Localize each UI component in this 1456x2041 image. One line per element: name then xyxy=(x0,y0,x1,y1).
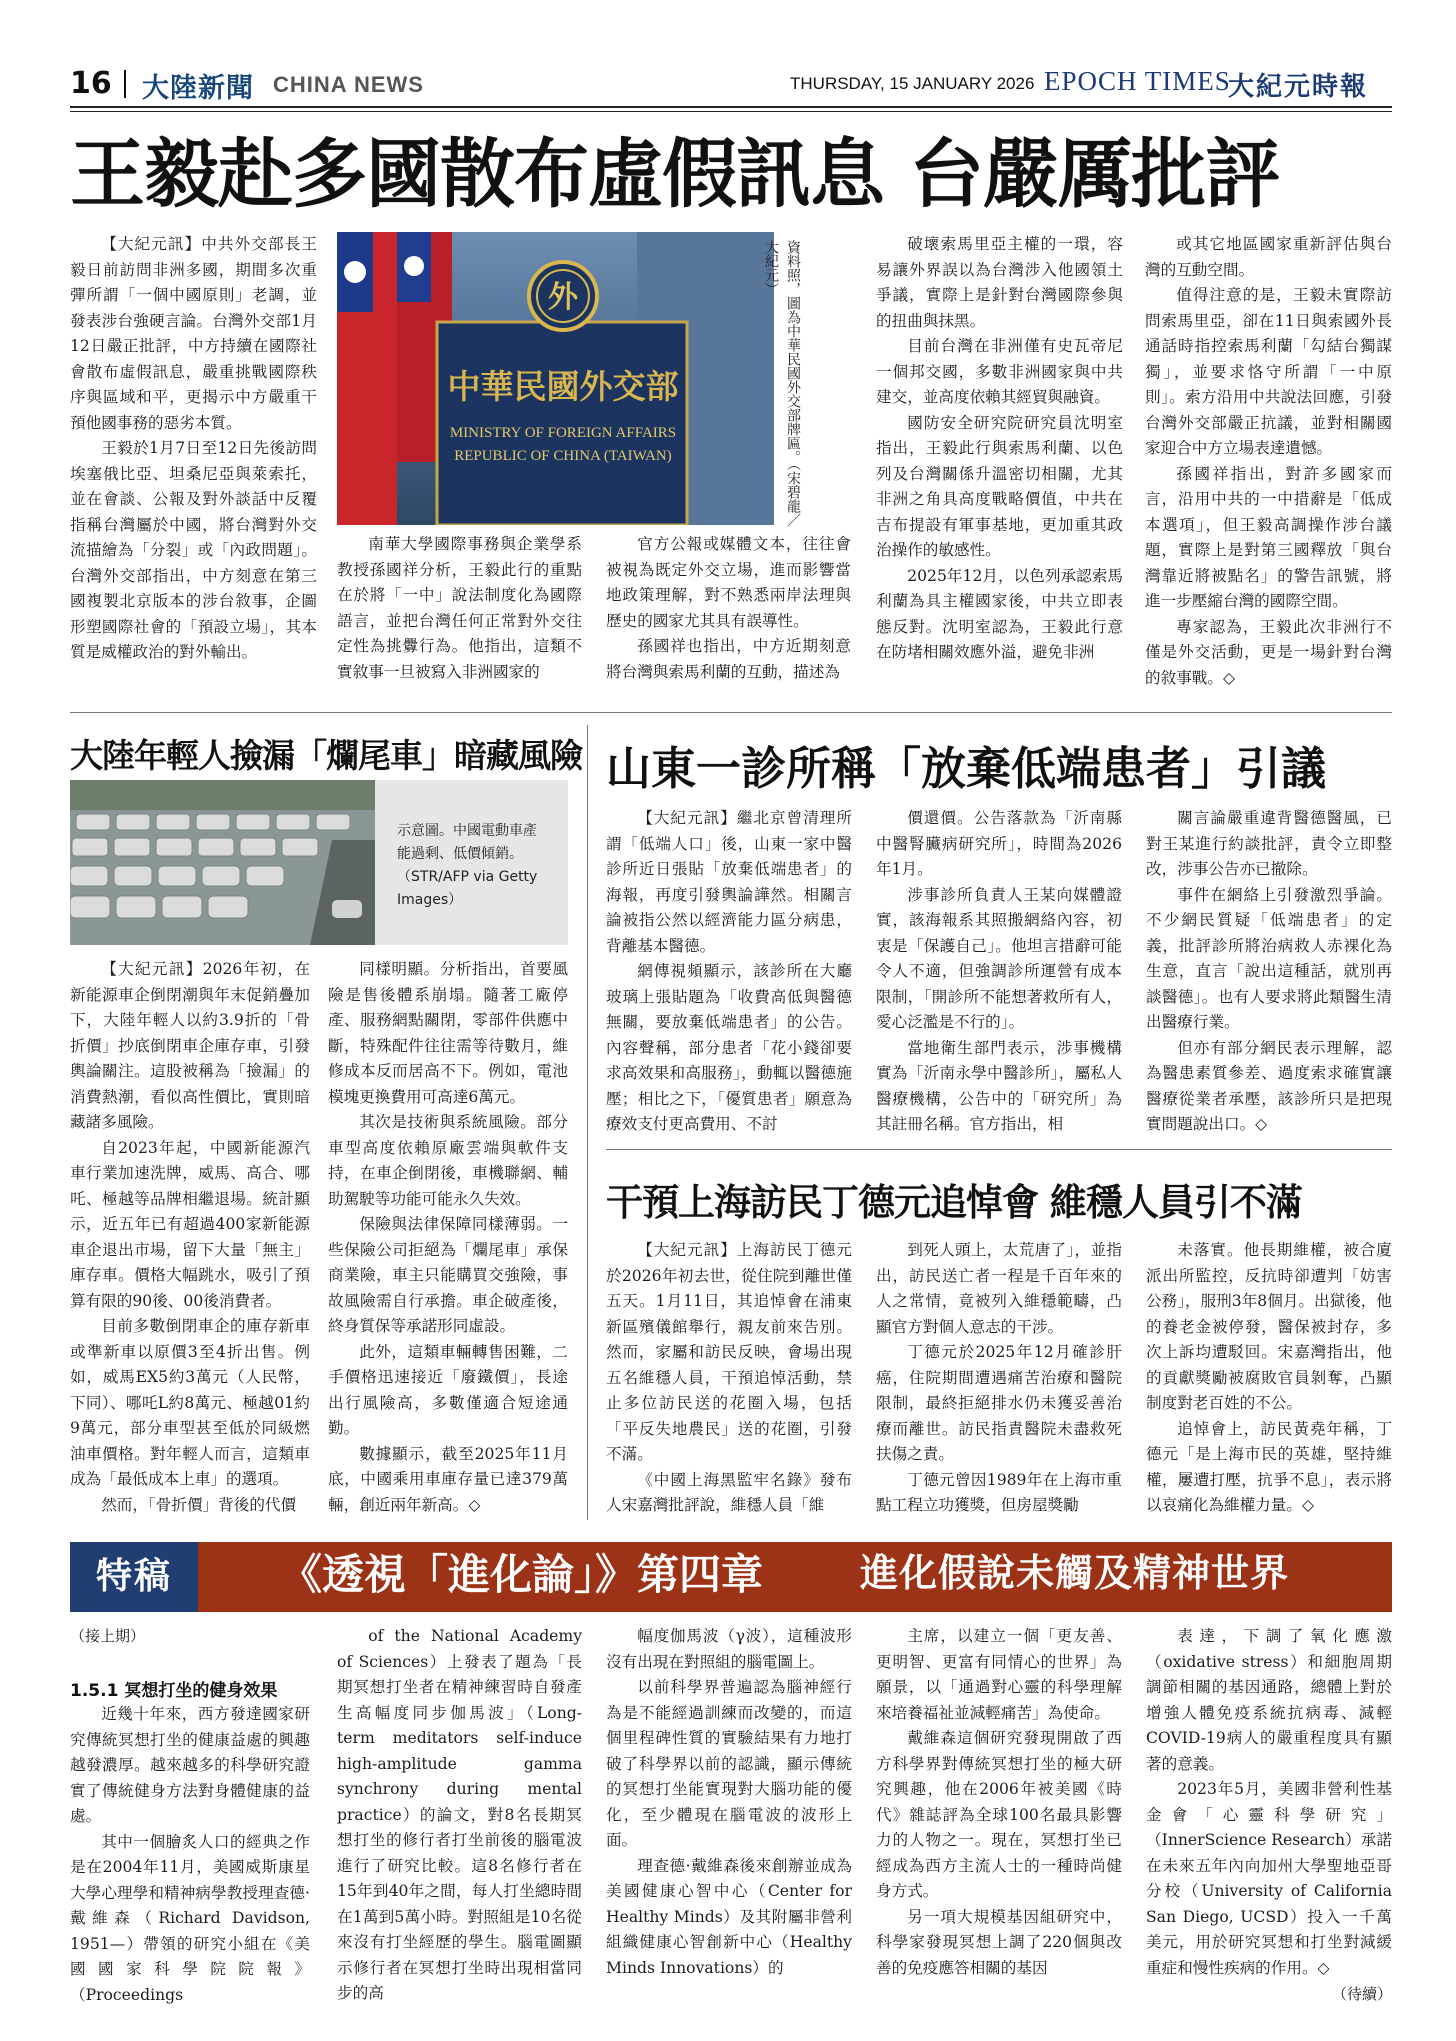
svg-text:外: 外 xyxy=(548,280,578,315)
paragraph: 【大紀元訊】2026年初，在新能源車企倒閉潮與年末促銷疊加下，大陸年輕人以約3.9折的「骨折價」抄底倒閉車企庫存車，引發輿論關注。這股被稱為「撿漏」的消費熱潮，看似高性價比，實則暗藏諸多風險。 xyxy=(70,960,310,1131)
ministry-sign-illustration xyxy=(337,232,774,525)
paragraph: 數據顯示，截至2025年11月底，中國乘用車庫存量已達379萬輛，創近兩年新高。◇ xyxy=(328,1444,568,1514)
paragraph: 或其它地區國家重新評估與台灣的互動空間。 xyxy=(1145,235,1392,279)
feature-title: 《透視「進化論」》第四章 xyxy=(280,1550,764,1599)
clinic-column-1 xyxy=(606,806,852,1138)
paragraph: 網傳視頻顯示，該診所在大廳玻璃上張貼題為「收費高低與醫德無關，要放棄低端患者」的公告。內容聲稱，部分患者「花小錢卻要求高效果和高服務」，動輒以醫德施壓；相比之下，「優質患者」願意為療效支付更高費用、不討 xyxy=(606,962,852,1133)
paragraph: 未落實。他長期維權，被合廈派出所監控，反抗時卻遭判「妨害公務」，服刑3年8個月。出獄後，他的養老金被停發，醫保被封存，多次上訴均遭駁回。宋嘉灣指出，他的貢獻獎勵被腐敗官員剝奪，凸顯制度對老百姓的不公。 xyxy=(1146,1241,1392,1412)
clinic-column-3 xyxy=(1146,806,1392,1138)
sign-text-en1: MINISTRY OF FOREIGN AFFAIRS xyxy=(449,425,677,441)
lead-column-3 xyxy=(606,532,851,685)
lead-photo xyxy=(337,232,774,525)
clinic-column-2 xyxy=(876,806,1122,1138)
paragraph: of the National Academy of Sciences）上發表了題為「長期冥想打坐者在精神練習時自發產生高幅度同步伽馬波」（Long-term meditators self-induce high-amplitude gamma synchrony during mental practice）的論文，對8名長期冥想打坐的修行者打坐前後的腦電波進行了研究比較。這8名修行者在15年到40年之間，每人打坐總時間在1萬到5萬小時。對照組是10名從來沒有打坐經歷的學生。腦電圖顯示修行者在冥想打坐時出現相當同步的高 xyxy=(337,1627,582,2002)
paragraph: 事件在網絡上引發激烈爭論。不少網民質疑「低端患者」的定義，批評診所將治病救人赤裸化為生意，直言「說出這種話，就別再談醫德」。也有人要求將此類醫生清出醫療行業。 xyxy=(1146,885,1392,1031)
paragraph: 到死人頭上，太荒唐了」，並指出，訪民送亡者一程是千百年來的人之常情，竟被列入維穩範疇，凸顯官方對個人意志的干涉。 xyxy=(876,1241,1122,1336)
section-title: 大陸新聞 xyxy=(142,73,254,104)
masthead-rule-thin xyxy=(70,111,1392,112)
ev-column-1 xyxy=(70,957,310,1518)
paragraph: 以前科學界普遍認為腦神經行為是不能經過訓練而改變的，而這個里程碑性質的實驗結果有力地打破了科學界以前的認識，顯示傳統的冥想打坐能實現對大腦功能的優化，至少體現在腦電波的波形上面。 xyxy=(606,1678,852,1849)
paragraph: 涉事診所負責人王某向媒體證實，該海報系其照搬網絡內容，初衷是「保護自己」。他坦言措辭可能令人不適，但強調診所運營有成本限制，「開診所不能想著救所有人，愛心泛濫是不行的」。 xyxy=(876,885,1122,1031)
sign-text-en2: REPUBLIC OF CHINA (TAIWAN) xyxy=(454,448,672,464)
brand-logo-en: EPOCH TIMES xyxy=(1044,66,1231,96)
paragraph: 王毅於1月7日至12日先後訪問埃塞俄比亞、坦桑尼亞與萊索托，並在會談、公報及對外談話中反覆指稱台灣屬於中國，將台灣對外交流描繪為「分裂」或「內政問題」。台灣外交部指出，中方刻意在第三國複製北京版本的涉台敘事，企圖形塑國際社會的「預設立場」，其本質是威權政治的對外輸出。 xyxy=(70,439,317,661)
petition-column-3 xyxy=(1146,1238,1392,1519)
paragraph: 表達，下調了氧化應激（oxidative stress）和細胞周期調節相關的基因通路，總體上對於增強人體免疫系統抗病毒、減輕COVID-19病人的嚴重程度具有顯著的意義。 xyxy=(1146,1627,1392,1773)
ev-column-2 xyxy=(328,957,568,1518)
feature-column-4 xyxy=(876,1624,1122,1981)
paragraph: 關言論嚴重違背醫德醫風，已對王某進行約談批評，責令立即整改，涉事公告亦已撤除。 xyxy=(1146,809,1392,878)
feature-continued-from: （接上期） xyxy=(70,1627,146,1645)
petition-column-1 xyxy=(606,1238,852,1519)
paragraph: 2025年12月，以色列承認索馬利蘭為具主權國家後，中共立即表態反對。沈明室認為，王毅此行意在防堵相關效應外溢，避免非洲 xyxy=(876,566,1123,661)
paragraph: 南華大學國際事務與企業學系教授孫國祥分析，王毅此行的重點在於將「一中」說法制度化為國際語言，並把台灣任何正常對外交往定性為挑釁行為。他指出，這類不實敘事一旦被寫入非洲國家的 xyxy=(337,535,582,681)
paragraph: 【大紀元訊】上海訪民丁德元於2026年初去世，從住院到離世僅五天。1月11日，其追悼會在浦東新區殯儀館舉行，親友前來告別。然而，家屬和訪民反映，會場出現五名維穩人員，干預追悼活動，禁止多位訪民送的花圈入場，包括「平反失地農民」送的花圈，引發不滿。 xyxy=(606,1241,852,1463)
clinic-headline: 山東一診所稱「放棄低端患者」引議 xyxy=(606,742,1327,795)
ev-photo-caption: 示意圖。中國電動車產能過剩、低價傾銷。（STR/AFP via Getty Images） xyxy=(397,823,538,908)
parked-cars-illustration xyxy=(70,780,375,945)
paragraph: 孫國祥指出，對許多國家而言，沿用中共的一中措辭是「低成本選項」，但王毅高調操作涉台議題，實際上是對第三國釋放「與台灣靠近將被點名」的警告訊號，將進一步壓縮台灣的國際空間。 xyxy=(1145,464,1392,610)
feature-column-3 xyxy=(606,1624,852,1981)
paragraph: 追悼會上，訪民黃堯年稱，丁德元「是上海市民的英雄，堅持維權，屢遭打壓，抗爭不息」，表示將以哀痛化為維權力量。◇ xyxy=(1146,1419,1392,1514)
paragraph: 但亦有部分網民表示理解，認為醫患素質參差、過度索求確實讓醫療從業者承壓，該診所只是把現實問題說出口。◇ xyxy=(1146,1038,1392,1133)
lead-column-1 xyxy=(70,232,317,666)
section-title-en: CHINA NEWS xyxy=(273,72,424,97)
masthead-separator xyxy=(124,70,126,98)
paragraph: 丁德元曾因1989年在上海市重點工程立功獲獎，但房屋獎勵 xyxy=(876,1470,1122,1514)
page-number: 16 xyxy=(70,66,112,101)
paragraph: 孫國祥也指出，中方近期刻意將台灣與索馬利蘭的互動，描述為 xyxy=(606,637,851,681)
petition-column-2 xyxy=(876,1238,1122,1519)
lead-headline: 王毅赴多國散布虛假訊息 台嚴厲批評 xyxy=(70,130,1280,218)
section-divider xyxy=(70,712,1392,713)
ev-photo-panel xyxy=(70,780,568,945)
paragraph: 近幾十年來，西方發達國家研究傳統冥想打坐的健康益處的興趣越發濃厚。越來越多的科學研究證實了傳統健身方法對身體健康的益處。 xyxy=(70,1705,310,1825)
feature-column-5 xyxy=(1146,1624,1392,1981)
feature-column-2 xyxy=(337,1624,582,2007)
paragraph: 自2023年起，中國新能源汽車行業加速洗牌，威馬、高合、哪吒、極越等品牌相繼退場。統計顯示，近五年已有超過400家新能源車企退出市場，留下大量「無主」庫存車。價格大幅跳水，吸引了預算有限的90後、00後消費者。 xyxy=(70,1138,310,1310)
flag-left xyxy=(337,232,397,525)
paragraph: 同樣明顯。分析指出，首要風險是售後體系崩塌。隨著工廠停產、服務網點關閉，零部件供應中斷，特殊配件往往需等待數月，維修成本反而居高不下。例如，電池模塊更換費用可高達6萬元。 xyxy=(328,960,568,1106)
masthead-rule xyxy=(70,106,1392,108)
story-divider xyxy=(606,1149,1392,1150)
ev-headline: 大陸年輕人撿漏「爛尾車」暗藏風險 xyxy=(70,736,582,775)
feature-column-1 xyxy=(70,1702,310,2008)
paragraph: 【大紀元訊】中共外交部長王毅日前訪問非洲多國，期間多次重彈所謂「一個中國原則」老調，並發表涉台強硬言論。台灣外交部1月12日嚴正批評，中方持續在國際社會散布虛假訊息，嚴重挑戰國際秩序與區域和平，更揭示中方嚴重干預他國事務的惡劣本質。 xyxy=(70,235,317,432)
paragraph: 【大紀元訊】繼北京曾清理所謂「低端人口」後，山東一家中醫診所近日張貼「放棄低端患者」的海報，再度引發輿論譁然。相關言論被指公然以經濟能力區分病患，背離基本醫德。 xyxy=(606,809,852,955)
paragraph: 保險與法律保障同樣薄弱。一些保險公司拒絕為「爛尾車」承保商業險，車主只能購買交強險，事故風險需自行承擔。車企破產後，終身質保等承諾形同虛設。 xyxy=(328,1215,568,1335)
lead-photo-caption: 資料照，圖為中華民國外交部牌匾。（宋碧龍／大紀元） xyxy=(763,240,801,527)
paragraph: 理查德·戴維森後來創辦並成為美國健康心智中心（Center for Healthy Minds）及其附屬非營利組織健康心智創新中心（Healthy Minds Innovations）的 xyxy=(606,1856,852,1977)
paragraph: 此外，這類車輛轉售困難，二手價格迅速接近「廢鐵價」，長途出行風險高，多數僅適合短途通勤。 xyxy=(328,1342,568,1437)
paragraph: 值得注意的是，王毅未實際訪問索馬里亞，卻在11日與索國外長通話時指控索馬利蘭「勾結台獨謀獨」，並要求恪守所謂「一中原則」。索方沿用中共說法回應，引發台灣外交部嚴正抗議，並對相關國家迎合中方立場表達遺憾。 xyxy=(1145,286,1392,457)
paragraph: 當地衛生部門表示，涉事機構實為「沂南永學中醫診所」，屬私人醫療機構，公告中的「研究所」為其註冊名稱。官方指出，相 xyxy=(876,1038,1122,1133)
petition-headline: 干預上海訪民丁德元追悼會 維穩人員引不滿 xyxy=(606,1180,1302,1224)
paragraph: 然而，「骨折價」背後的代價 xyxy=(101,1495,297,1514)
feature-tag: 特稿 xyxy=(70,1542,198,1612)
paragraph: 幅度伽馬波（γ波），這種波形沒有出現在對照組的腦電圖上。 xyxy=(606,1627,852,1671)
brand-logo-zh: 大紀元時報 xyxy=(1228,72,1369,102)
lead-column-5 xyxy=(1145,232,1392,691)
paragraph: 專家認為，王毅此次非洲行不僅是外交活動，更是一場針對台灣的敘事戰。◇ xyxy=(1145,617,1392,687)
paragraph: 目前台灣在非洲僅有史瓦帝尼一個邦交國，多數非洲國家與中共建交，並高度依賴其經貿與融資。 xyxy=(876,337,1123,406)
paragraph: 丁德元於2025年12月確診肝癌，住院期間遭遇痛苦治療和醫院限制，最終拒絕排水仍未獲妥善治療而離世。訪民指責醫院未盡救死扶傷之責。 xyxy=(876,1343,1122,1463)
paragraph: 國防安全研究院研究員沈明室指出，王毅此行與索馬利蘭、以色列及台灣關係升溫密切相關，尤其非洲之角具高度戰略價值，中共在吉布提設有軍事基地，更加重其政治操作的敏感性。 xyxy=(876,413,1123,559)
paragraph: 破壞索馬里亞主權的一環，容易讓外界誤以為台灣涉入他國領土爭議，實際上是針對台灣國際參與的扭曲與抹黑。 xyxy=(876,235,1123,330)
feature-subtitle: 進化假說未觸及精神世界 xyxy=(860,1551,1290,1595)
paragraph: 主席，以建立一個「更友善、更明智、更富有同情心的世界」為願景，以「通過對心靈的科學理解來培養福祉並減輕痛苦」為使命。 xyxy=(876,1627,1122,1722)
paragraph: 2023年5月，美國非營利性基金會「心靈科學研究」（InnerScience Research）承諾在未來五年內向加州大學聖地亞哥分校（University of California San Diego, UCSD）投入一千萬美元，用於研究冥想和打坐對減緩重症和慢性疾病的作用。◇ xyxy=(1146,1780,1392,1977)
paragraph: 官方公報或媒體文本，往往會被視為既定外交立場，進而影響當地政策理解，對不熟悉兩岸法理與歷史的國家尤其具有誤導性。 xyxy=(606,535,851,630)
lead-column-2 xyxy=(337,532,582,685)
paragraph: 目前多數倒閉車企的庫存新車或準新車以原價3至4折出售。例如，威馬EX5約3萬元（人民幣，下同）、哪吒L約8萬元、極越01約9萬元，部分車型甚至低於同級燃油車價格。對年輕人而言，這類車成為「最低成本上車」的選項。 xyxy=(70,1317,310,1488)
feature-section-heading: 1.5.1 冥想打坐的健身效果 xyxy=(70,1681,278,1701)
paragraph: 《中國上海黑監牢名錄》發布人宋嘉灣批評說，維穩人員「維 xyxy=(606,1470,852,1514)
sign-text-zh: 中華民國外交部 xyxy=(447,367,679,406)
paragraph: 其中一個膾炙人口的經典之作是在2004年11月，美國威斯康星大學心理學和精神病學教授理查德·戴維森（Richard Davidson, 1951—）帶領的研究小組在《美國國家科學院院報》（Proceedings xyxy=(70,1832,310,2004)
paragraph: 其次是技術與系統風險。部分車型高度依賴原廠雲端與軟件支持，在車企倒閉後，車機聯網、輔助駕駛等功能可能永久失效。 xyxy=(328,1113,568,1208)
lead-column-4 xyxy=(876,232,1123,666)
paragraph: 另一項大規模基因組研究中，科學家發現冥想上調了220個與改善的免疫應答相關的基因 xyxy=(876,1907,1122,1977)
paragraph: 戴維森這個研究發現開啟了西方科學界對傳統冥想打坐的極大研究興趣，他在2006年被美國《時代》雜誌評為全球100名最具影響力的人物之一。現在，冥想打坐已經成為西方主流人士的一種時尚健身方式。 xyxy=(876,1729,1122,1900)
issue-date: THURSDAY, 15 JANUARY 2026 xyxy=(790,74,1035,93)
paragraph: 價還價。公告落款為「沂南縣中醫腎臟病研究所」，時間為2026年1月。 xyxy=(876,809,1122,878)
column-divider xyxy=(587,725,588,1520)
feature-to-be-continued: （待續） xyxy=(1331,1985,1392,2003)
